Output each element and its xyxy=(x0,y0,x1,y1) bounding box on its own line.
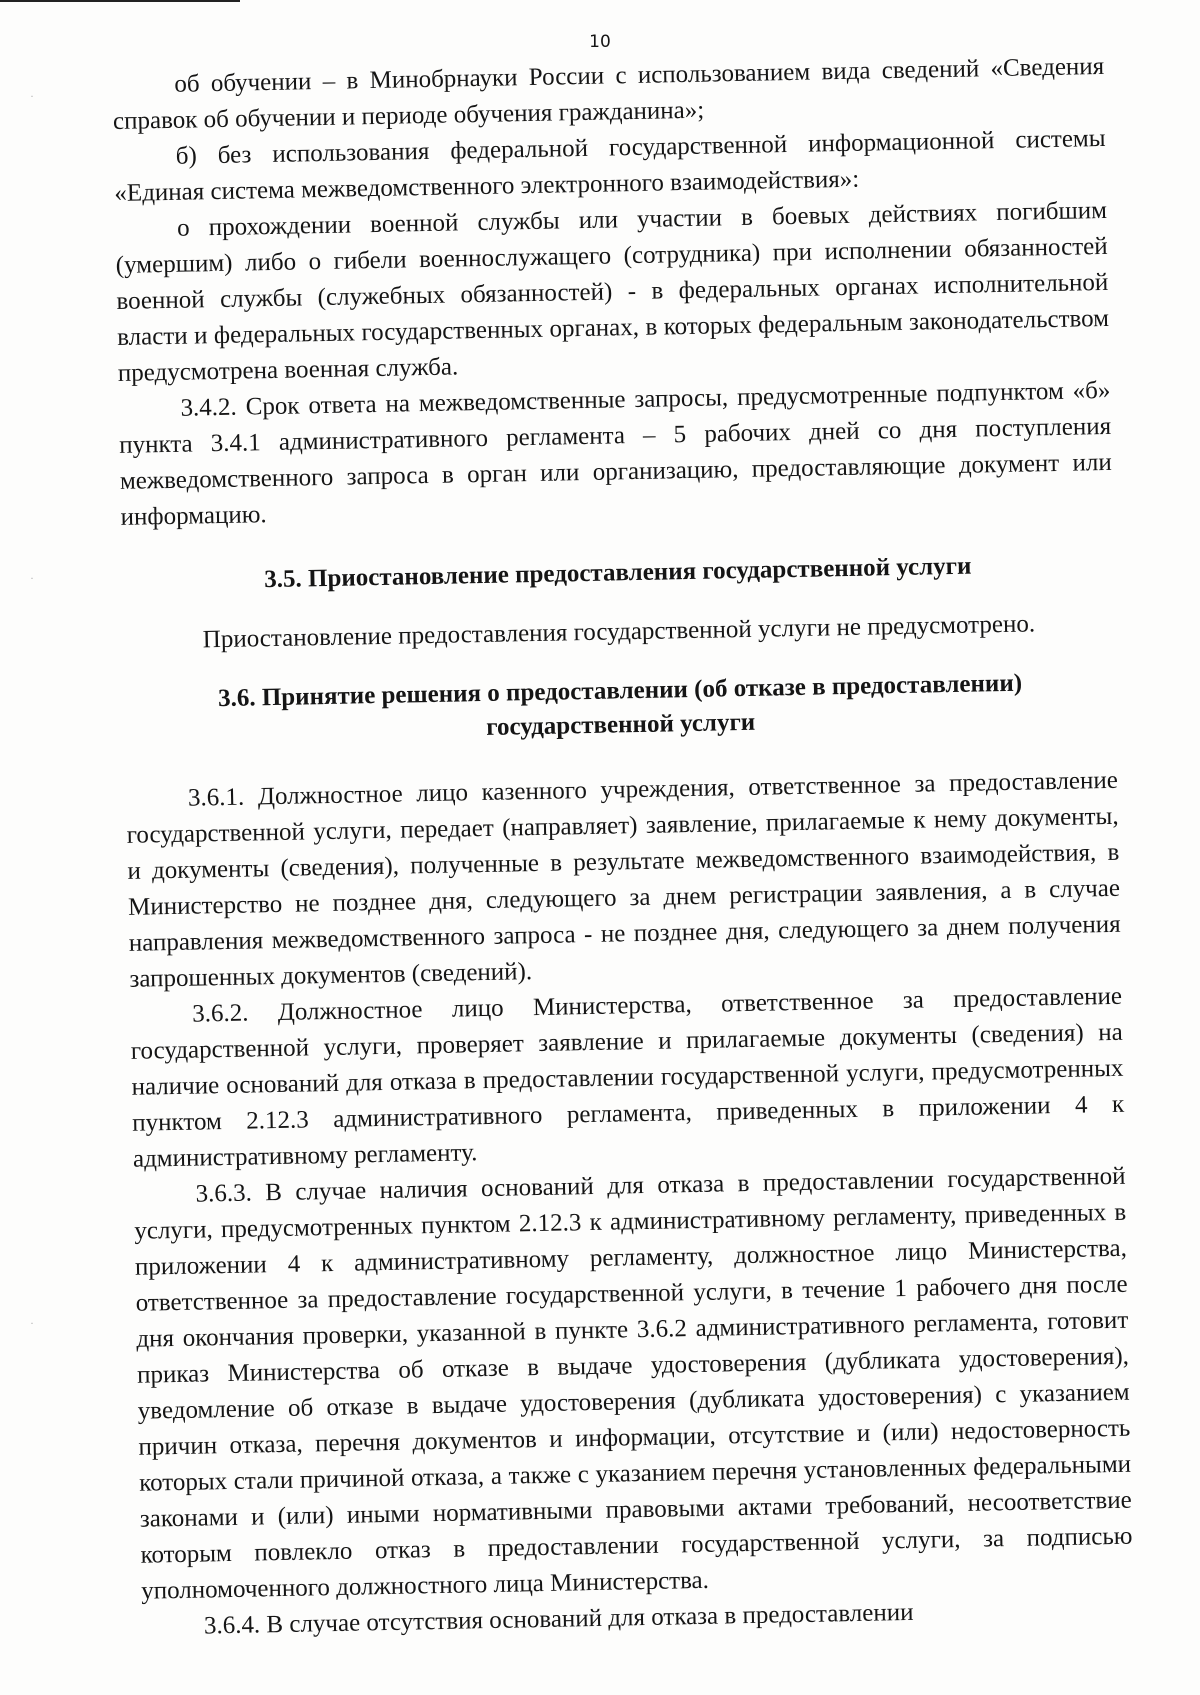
top-edge-line xyxy=(0,0,240,2)
section-heading-3-5: 3.5. Приостановление предоставления государственной услуги xyxy=(263,552,972,594)
paragraph-subpoint-b: б) без использования федеральной государственной информационной системы «Единая система межведомственного электронного взаимодействия»: xyxy=(114,124,1106,207)
scan-speck: · xyxy=(30,1316,34,1330)
document-body xyxy=(112,49,1134,1646)
paragraph-education-info: об обучении – в Минобрнауки России с использованием вида сведений «Сведения справок об обучении и периоде обучения гражданина»; xyxy=(112,52,1105,135)
section-heading-3-6: 3.6. Принятие решения о предоставлении (об отказе в предоставлении) государственной услуги xyxy=(217,669,1023,741)
scan-speck: · xyxy=(30,571,34,585)
paragraph-3-6-2: 3.6.2. Должностное лицо Министерства, ответственное за предоставление государственной услуги, проверяет заявление и прилагаемые документы (сведения) на наличие оснований для отказа в предоставлении государственной услуги, предусмотренных пунктом 2.12.3 административного регламента, приведенных в приложении 4 к административному регламенту. xyxy=(130,982,1125,1173)
paragraph-3-6-1: 3.6.1. Должностное лицо казенного учреждения, ответственное за предоставление государственной услуги, передает (направляет) заявление, прилагаемые к нему документы, и документы (сведения), полученные в результате межведомственного взаимодействия, в Министерство не позднее дня, следующего за днем регистрации заявления, а в случае направления межведомственного запроса - не позднее дня, следующего за днем получения запрошенных документов (сведений). xyxy=(126,766,1121,993)
paragraph-3-4-2: 3.4.2. Срок ответа на межведомственные запросы, предусмотренные подпунктом «б» пункта 3.4.1 административного регламента – 5 рабочих дней со дня поступления межведомственного запроса в орган или организацию, предоставляющие документ или информацию. xyxy=(118,376,1113,531)
page-number: 10 xyxy=(589,32,611,52)
paragraph-military-service: о прохождении военной службы или участии в боевых действиях погибшим (умершим) либо о гибели военнослужащего (сотрудника) при исполнении обязанностей военной службы (служебных обязанностей) - в федеральных органах исполнительной власти и федеральных государственных органах, в которых федеральным законодательством предусмотрена военная служба. xyxy=(115,196,1110,387)
scan-speck: · xyxy=(30,89,34,103)
paragraph-3-6-3: 3.6.3. В случае наличия оснований для отказа в предоставлении государственной услуги, предусмотренных пунктом 2.12.3 к административному регламенту, приведенных в приложении 4 к административному регламенту, должностное лицо Министерства, ответственное за предоставление государственной услуги, в течение 1 рабочего дня после дня окончания проверки, указанной в пункте 3.6.2 административного регламента, готовит приказ Министерства об отказе в выдаче удостоверения (дубликата удостоверения), уведомление об отказе в выдаче удостоверения (дубликата удостоверения) с указанием причин отказа, перечня документов и информации, отсутствие и (или) недостоверность которых стали причиной отказа, а также с указанием перечня установленных федеральными законами и (или) иными нормативными правовыми актами требований, несоответствие которым повлекло отказ в предоставлении государственной услуги, за подписью уполномоченного должностного лица Министерства. xyxy=(134,1162,1133,1605)
paragraph-suspension-not-provided: Приостановление предоставления государственной услуги не предусмотрено. xyxy=(202,610,1036,654)
paragraph-3-6-4: 3.6.4. В случае отсутствия оснований для отказа в предоставлении xyxy=(203,1598,914,1640)
